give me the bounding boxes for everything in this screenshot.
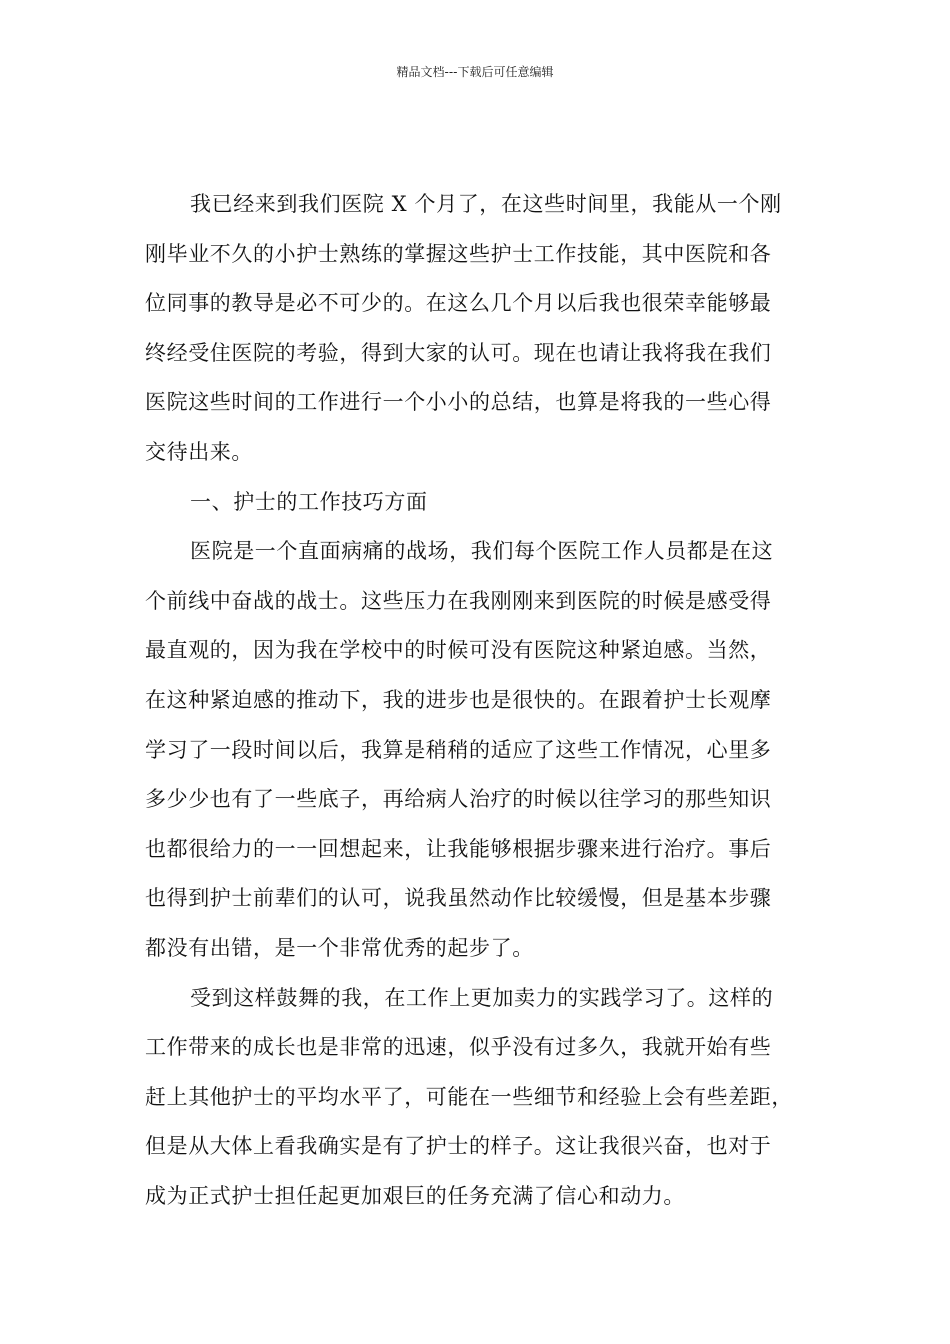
text-line: 也都很给力的一一回想起来，让我能够根据步骤来进行治疗。事后	[145, 836, 772, 861]
text-line: 在这种紧迫感的推动下，我的进步也是很快的。在跟着护士长观摩	[145, 687, 772, 712]
text-line: 但是从大体上看我确实是有了护士的样子。这让我很兴奋，也对于	[145, 1134, 772, 1159]
paragraph-encouragement	[145, 974, 815, 1222]
text-line: 多少少也有了一些底子，再给病人治疗的时候以往学习的那些知识	[145, 787, 772, 812]
text-line: 赶上其他护士的平均水平了，可能在一些细节和经验上会有些差距，	[145, 1084, 793, 1109]
text-line: 位同事的教导是必不可少的。在这么几个月以后我也很荣幸能够最	[145, 291, 772, 316]
text-line: 都没有出错，是一个非常优秀的起步了。	[145, 935, 534, 960]
text-line: 刚毕业不久的小护士熟练的掌握这些护士工作技能，其中医院和各	[145, 241, 772, 266]
text-line: 成为正式护士担任起更加艰巨的任务充满了信心和动力。	[145, 1183, 685, 1208]
text-line: 医院是一个直面病痛的战场，我们每个医院工作人员都是在这	[190, 539, 774, 564]
text-line: 受到这样鼓舞的我，在工作上更加卖力的实践学习了。这样的	[190, 985, 774, 1010]
text-line: 终经受住医院的考验，得到大家的认可。现在也请让我将我在我们	[145, 340, 772, 365]
text-line: 最直观的，因为我在学校中的时候可没有医院这种紧迫感。当然，	[145, 638, 772, 663]
text-line: 学习了一段时间以后，我算是稍稍的适应了这些工作情况，心里多	[145, 737, 772, 762]
page-header: 精品文档---下载后可任意编辑	[396, 65, 554, 79]
document-body	[145, 180, 815, 1221]
text-line: 个前线中奋战的战士。这些压力在我刚刚来到医院的时候是感受得	[145, 588, 772, 613]
text-line: 医院这些时间的工作进行一个小小的总结，也算是将我的一些心得	[145, 390, 772, 415]
paragraph-work-skills	[145, 527, 815, 973]
text-line: 也得到护士前辈们的认可，说我虽然动作比较缓慢，但是基本步骤	[145, 886, 772, 911]
text-line: 交待出来。	[145, 439, 253, 464]
text-line: 我已经来到我们医院 X 个月了，在这些时间里，我能从一个刚	[190, 192, 782, 216]
heading-line: 一、护士的工作技巧方面	[190, 489, 428, 514]
section-heading	[145, 478, 815, 528]
text-line: 工作带来的成长也是非常的迅速，似乎没有过多久，我就开始有些	[145, 1035, 772, 1060]
paragraph-intro	[145, 180, 815, 478]
